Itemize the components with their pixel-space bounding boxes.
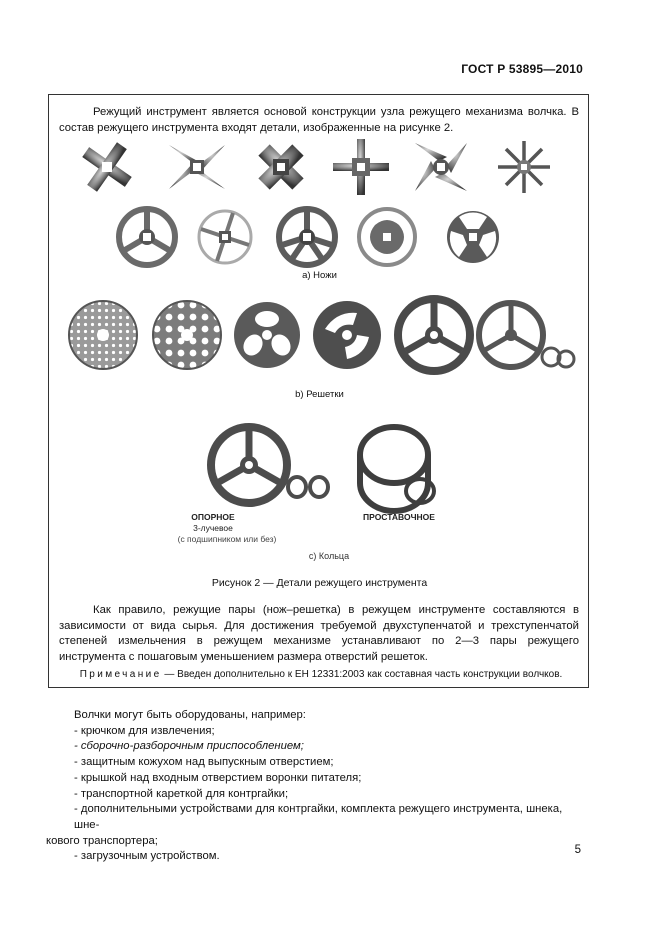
plate-kidney-3 <box>234 302 300 368</box>
knife-cross-1 <box>82 142 131 191</box>
label-support-ring: ОПОРНОЕ <box>191 512 235 522</box>
knife-wheel-1 <box>119 209 175 265</box>
note-label: Примечание <box>79 669 162 680</box>
list-item: - транспортной кареткой для контргайки; <box>74 787 289 800</box>
figure-caption: Рисунок 2 — Детали режущего инструмента <box>211 577 428 589</box>
label-support-ring-sub: 3-лучевое <box>193 523 233 533</box>
note <box>61 667 581 683</box>
plate-fine <box>69 301 137 369</box>
knife-cross-3 <box>258 144 303 189</box>
support-ring-3-spoke <box>211 427 328 503</box>
list-item: - крючком для извлечения; <box>74 724 215 737</box>
list-item-continuation: кового транспортера; <box>46 834 158 847</box>
plate-medium <box>153 301 221 369</box>
list-item: - загрузочным устройством. <box>74 850 220 863</box>
knife-wheel-2 <box>199 211 251 263</box>
knife-cross-2 <box>169 145 225 189</box>
intro-text: Режущий инструмент является основой конструкции узла режущего механизма волчка. В состав режущего инструмента входят детали, изображенные на рисунке 2. <box>59 106 579 134</box>
list-item: - крышкой над входным отверстием воронки питателя; <box>74 771 362 784</box>
knife-cross-4 <box>333 139 389 195</box>
caption-rings: с) Кольца <box>308 551 350 561</box>
pairs-text: Как правило, режущие пары (нож–решетка) в режущем инструменте составляются в зависимости от вида сырья. Для достижения требуемой двухступенчатой и трехступенчатой степеней измельчения в режущем механизме устанавливают по 2—3 пары режущего инструмента с пошаговым уменьшением размера отверстий решеток. <box>59 604 579 663</box>
label-support-ring-note: (с подшипником или без) <box>177 534 277 544</box>
pairs-paragraph <box>59 603 579 665</box>
cutting-tools-illustration <box>49 95 590 575</box>
knife-wheel-5 <box>447 211 499 263</box>
page-number: 5 <box>574 844 581 856</box>
list-item: - дополнительными устройствами для контргайки, комплекта режущего инструмента, шнека, шне- <box>74 803 563 831</box>
knife-cross-5 <box>415 143 467 191</box>
plate-wheel-toothed <box>398 299 470 371</box>
spacer-ring <box>360 427 434 511</box>
figure-frame <box>48 94 589 688</box>
plate-with-rings <box>479 303 574 367</box>
list-lead: Волчки могут быть оборудованы, например: <box>74 709 306 721</box>
plate-kidney-toothed <box>313 301 381 369</box>
caption-knives: а) Ножи <box>302 270 337 281</box>
knife-wheel-4 <box>359 209 415 265</box>
note-text: — Введен дополнительно к ЕН 12331:2003 как составная часть конструкции волчков. <box>161 669 563 680</box>
caption-plates: b) Решетки <box>295 389 344 400</box>
list-item: - защитным кожухом над выпускным отверстием; <box>74 756 334 769</box>
knife-star <box>498 141 550 193</box>
standard-header: ГОСТ Р 53895—2010 <box>461 62 583 76</box>
knife-wheel-3 <box>279 209 335 265</box>
label-spacer-ring: ПРОСТАВОЧНОЕ <box>363 512 435 522</box>
list-item: - сборочно-разборочным приспособлением; <box>74 740 304 753</box>
equipment-list <box>46 708 589 865</box>
